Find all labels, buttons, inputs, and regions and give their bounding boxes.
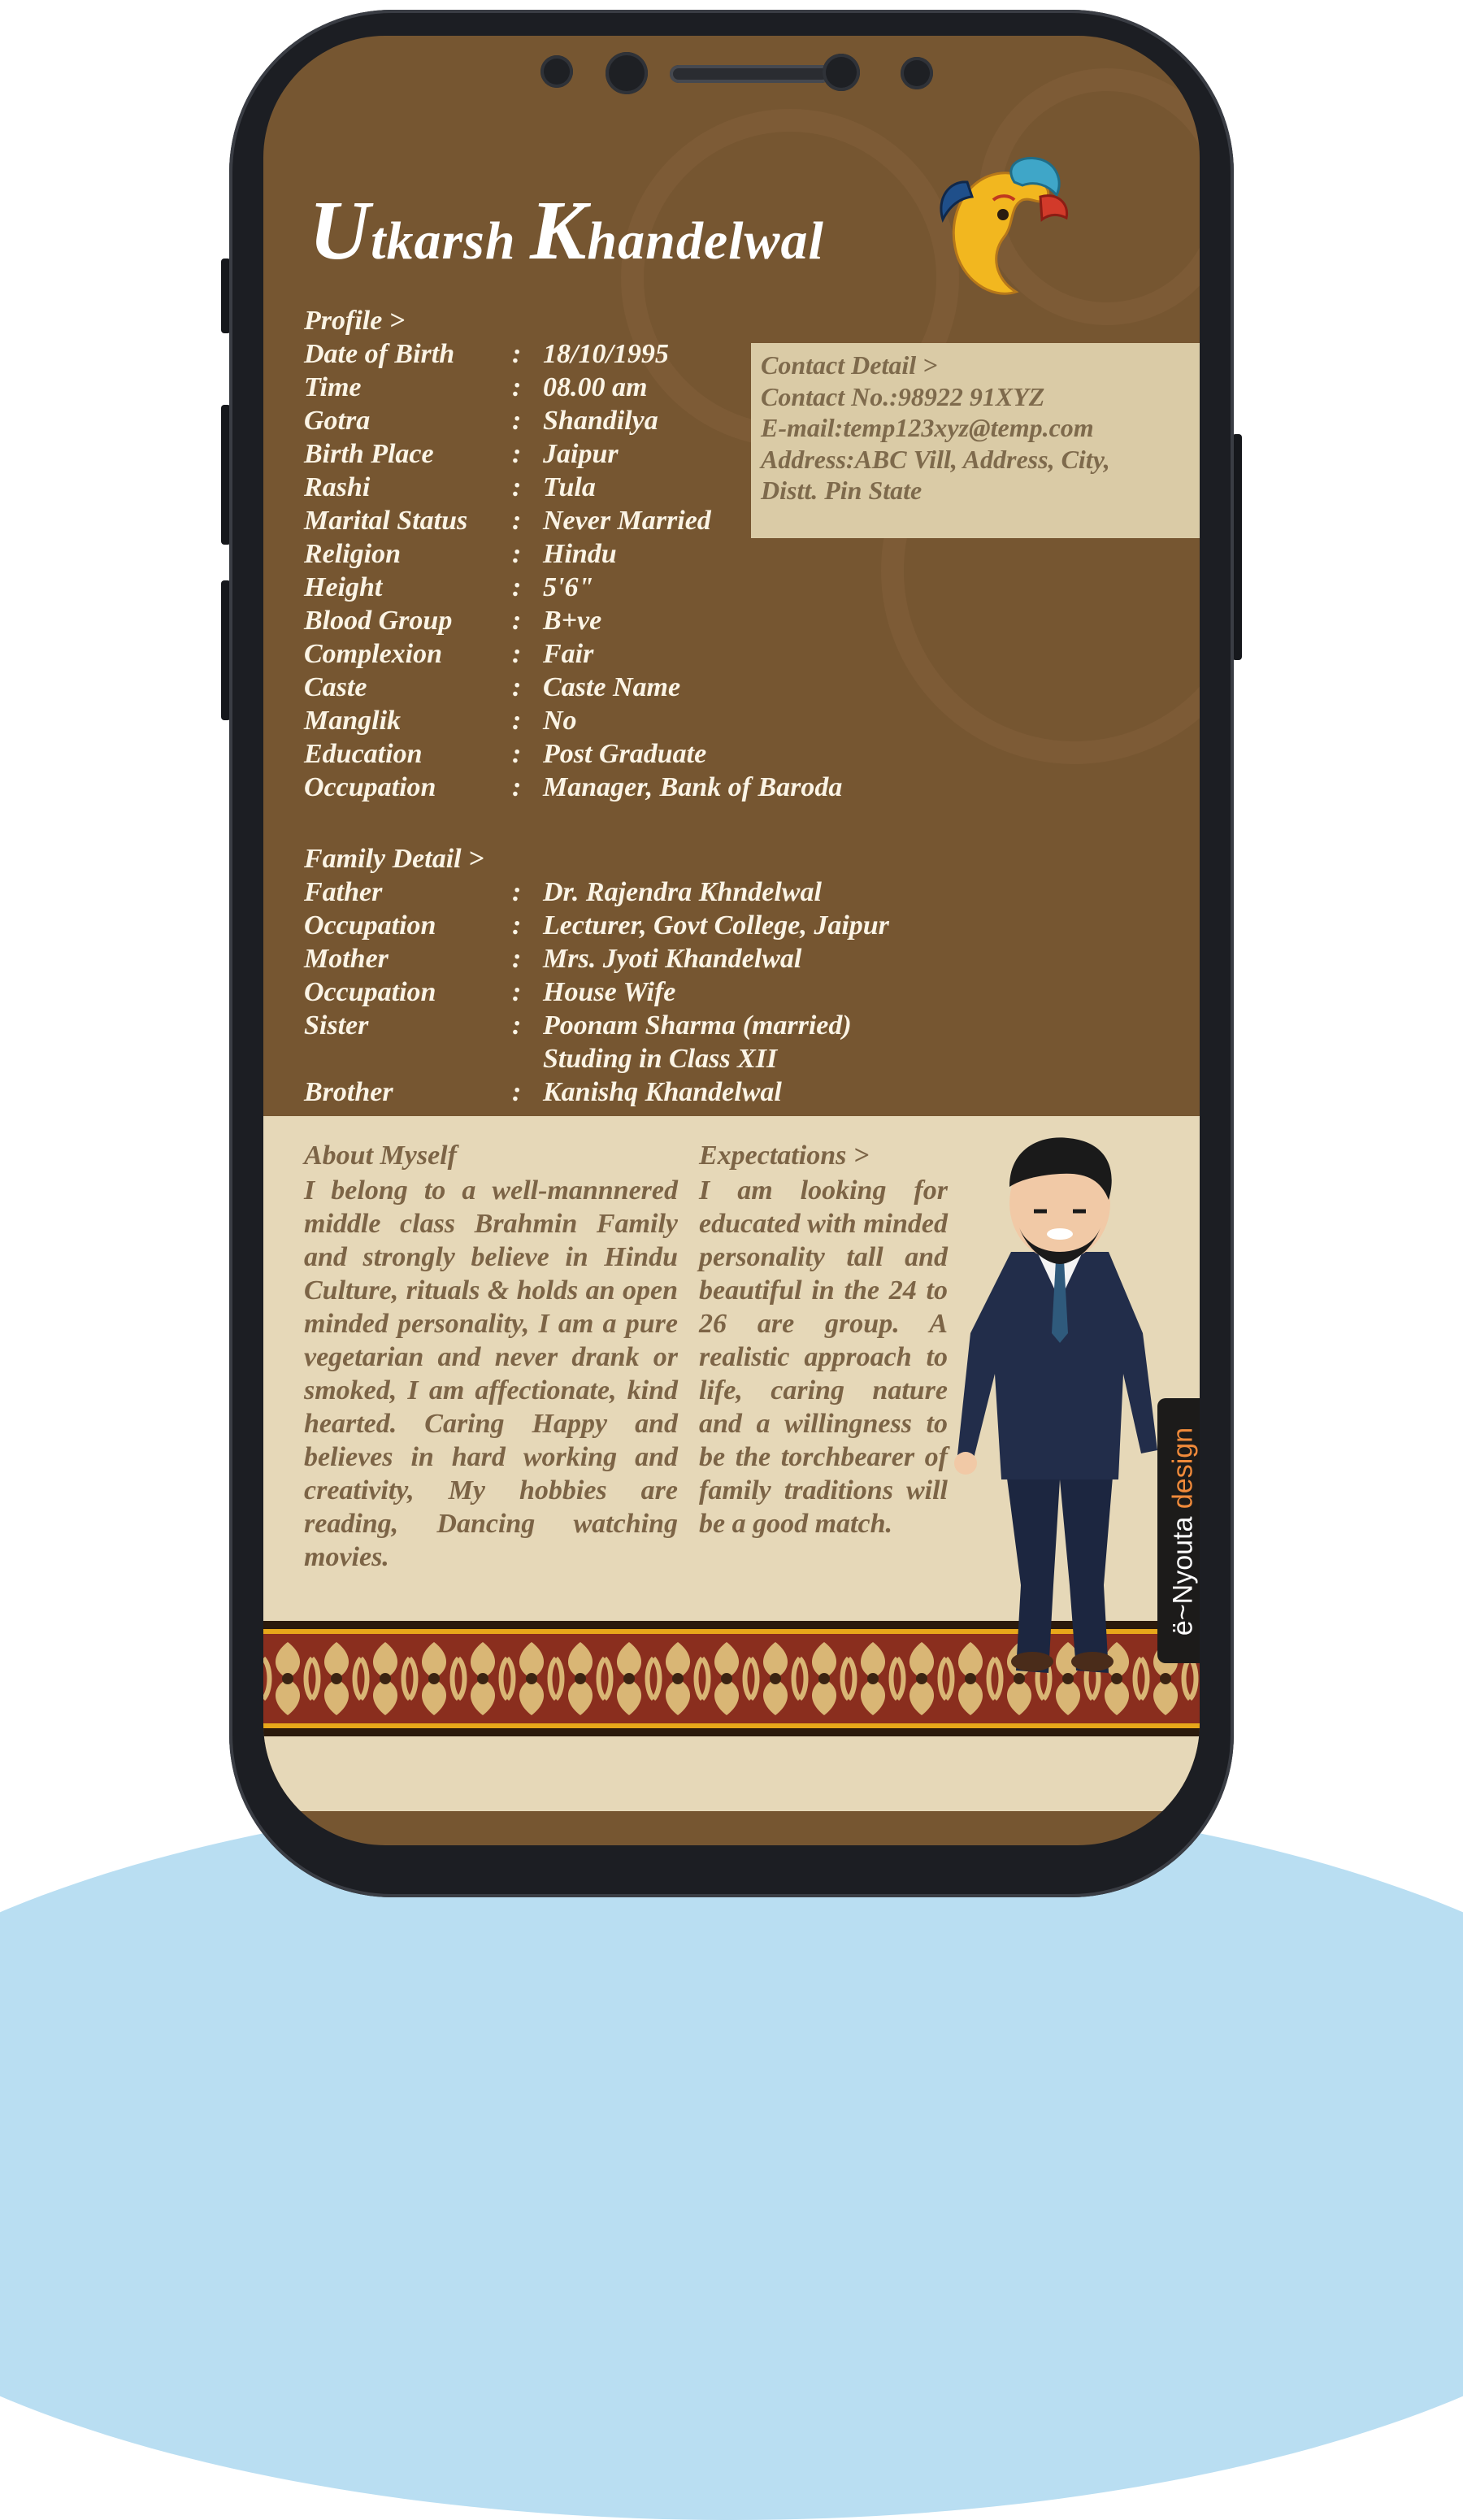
row-separator: :: [512, 406, 522, 436]
phone-screen: [263, 36, 1200, 1845]
expectations-title: Expectations >: [699, 1141, 870, 1171]
about-title: About Myself: [304, 1141, 457, 1171]
family-row: [304, 1075, 782, 1109]
row-separator: :: [512, 639, 522, 669]
notch-sensor-dot: [901, 57, 933, 89]
contact-address-line2: Distt. Pin State: [761, 476, 923, 505]
profile-row: [304, 404, 658, 437]
speaker-grille: [670, 65, 831, 83]
row-value: Dr. Rajendra Khndelwal: [543, 877, 822, 907]
ganesha-icon: [918, 150, 1073, 312]
front-camera-icon: [823, 54, 860, 91]
row-label: Height: [304, 572, 383, 602]
bottom-strip: [263, 1736, 1200, 1811]
profile-row: [304, 337, 669, 371]
contact-phone: Contact No.:98922 91XYZ: [761, 381, 1045, 411]
row-value: 18/10/1995: [543, 339, 669, 369]
row-label: Religion: [304, 539, 402, 569]
family-row: [304, 1009, 852, 1042]
row-value: No: [543, 706, 577, 736]
row-separator: :: [512, 472, 522, 502]
row-separator: :: [512, 439, 522, 469]
row-separator: :: [512, 706, 522, 736]
row-label: Brother: [304, 1077, 393, 1107]
row-label: Occupation: [304, 977, 436, 1007]
row-value: 08.00 am: [543, 372, 648, 402]
brand-prefix: ë~Nyouta: [1167, 1516, 1199, 1636]
row-label: Occupation: [304, 772, 436, 802]
brand-suffix: design: [1167, 1427, 1199, 1510]
row-separator: :: [512, 539, 522, 569]
row-label: Blood Group: [304, 606, 453, 636]
row-value: Manager, Bank of Baroda: [543, 772, 843, 802]
family-row-continuation: [304, 1042, 778, 1075]
last-name-rest: handelwal: [587, 211, 824, 271]
row-value: Hindu: [543, 539, 617, 569]
row-value: Post Graduate: [543, 739, 707, 769]
profile-row: [304, 471, 596, 504]
row-separator: :: [512, 572, 522, 602]
expectations-body: I am looking for educated with minded personality tall and beautiful in the 24 to 26 are group. A realistic approach to life, caring nature and a willingness to be the torchbearer of family traditions will be a good match.: [699, 1175, 948, 1539]
family-row: [304, 975, 676, 1009]
profile-row: [304, 504, 711, 537]
ornamental-border: [263, 1728, 1200, 1736]
profile-row: [304, 604, 602, 637]
groom-illustration: [938, 1130, 1182, 1683]
row-label: Manglik: [304, 706, 402, 736]
row-separator: :: [512, 1010, 522, 1041]
contact-detail-box: [751, 343, 1200, 538]
first-initial: U: [309, 184, 371, 277]
row-value: Never Married: [543, 506, 711, 536]
row-value: 5'6": [543, 572, 594, 602]
row-label: Caste: [304, 672, 367, 702]
row-label: Rashi: [304, 472, 371, 502]
notch-sensor-dot: [540, 55, 573, 88]
row-value: Mrs. Jyoti Khandelwal: [543, 944, 802, 974]
row-value: House Wife: [543, 977, 676, 1007]
row-separator: :: [512, 1077, 522, 1107]
contact-address-line1: Address:ABC Vill, Address, City,: [761, 444, 1110, 474]
family-row: [304, 909, 889, 942]
row-label: Date of Birth: [304, 339, 455, 369]
row-value: Tula: [543, 472, 596, 502]
profile-row: [304, 737, 707, 771]
profile-row: [304, 637, 594, 671]
row-value: Shandilya: [543, 406, 658, 436]
row-label: Birth Place: [304, 439, 434, 469]
row-separator: :: [512, 739, 522, 769]
about-body: I belong to a well-mannnered middle class Brahmin Family and strongly believe in Hindu Culture, rituals & holds an open minded personality, I am a pure vegetarian and never drank or smoked, I am affectionate, kind hearted. Caring Happy and believes in hard working and creativity, My hobbies are reading, Dancing watching movies.: [304, 1175, 678, 1572]
contact-email: E-mail:temp123xyz@temp.com: [761, 413, 1094, 442]
profile-name-heading: [309, 182, 824, 279]
contact-title: Contact Detail >: [761, 350, 938, 380]
profile-row: [304, 771, 843, 804]
first-name-rest: tkarsh: [371, 211, 516, 271]
family-details: [304, 842, 889, 1109]
row-separator: :: [512, 672, 522, 702]
profile-row: [304, 704, 577, 737]
row-separator: :: [512, 606, 522, 636]
row-value: Jaipur: [543, 439, 619, 469]
profile-section-title: Profile >: [304, 306, 406, 336]
front-camera-icon: [606, 52, 648, 94]
row-label: Complexion: [304, 639, 443, 669]
row-value: Lecturer, Govt College, Jaipur: [543, 910, 889, 941]
profile-row: [304, 371, 648, 404]
row-label: Gotra: [304, 406, 371, 436]
row-value: Studing in Class XII: [543, 1044, 778, 1074]
row-value: Fair: [543, 639, 594, 669]
row-label: Education: [304, 739, 423, 769]
row-separator: :: [512, 944, 522, 974]
row-separator: :: [512, 772, 522, 802]
profile-row: [304, 571, 594, 604]
row-separator: :: [512, 506, 522, 536]
row-value: Kanishq Khandelwal: [543, 1077, 782, 1107]
family-section-title: Family Detail >: [304, 844, 484, 874]
row-label: Occupation: [304, 910, 436, 941]
row-label: Marital Status: [304, 506, 468, 536]
row-separator: :: [512, 877, 522, 907]
row-label: Time: [304, 372, 362, 402]
row-label: Sister: [304, 1010, 369, 1041]
row-separator: :: [512, 372, 522, 402]
row-separator: :: [512, 339, 522, 369]
profile-row: [304, 671, 681, 704]
row-value: B+ve: [543, 606, 602, 636]
row-separator: :: [512, 910, 522, 941]
background-arc: [0, 1788, 1463, 2520]
row-separator: :: [512, 977, 522, 1007]
row-label: Father: [304, 877, 383, 907]
family-row: [304, 875, 822, 909]
profile-row: [304, 437, 619, 471]
family-row: [304, 942, 802, 975]
brand-logo-text: [1168, 1427, 1200, 1636]
row-value: Caste Name: [543, 672, 681, 702]
row-label: Mother: [304, 944, 389, 974]
last-initial: K: [530, 184, 588, 277]
profile-row: [304, 537, 617, 571]
row-value: Poonam Sharma (married): [543, 1010, 852, 1041]
